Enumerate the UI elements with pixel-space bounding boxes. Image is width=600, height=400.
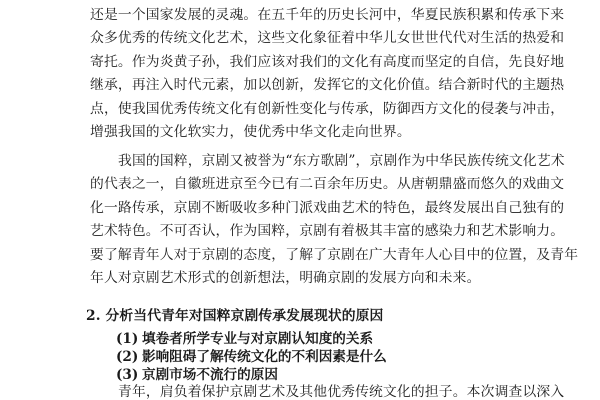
paragraph-line: 我国的国粹，京剧又被誉为“东方歌剧”，京剧作为中华民族传统文化艺术 bbox=[118, 153, 565, 169]
paragraph-peking-opera bbox=[90, 150, 579, 290]
paragraph-line: 继承，再注入时代元素，加以创新，发挥它的文化价值。结合新时代的主题热 bbox=[90, 77, 565, 94]
paragraph-line: 艺术特色。不可否认，作为国粹，京剧有着极其丰富的感染力和艺术影响力。 bbox=[90, 223, 565, 240]
list-item-number: (3) bbox=[116, 367, 139, 383]
paragraph-line: 增强我国的文化软实力，使优秀中华文化走向世界。 bbox=[90, 124, 411, 141]
list-item bbox=[116, 345, 387, 365]
paragraph-cultural-confidence bbox=[90, 4, 565, 144]
paragraph-line: 点，使我国优秀传统文化有创新性变化与传承，防御西方文化的侵袭与冲击， bbox=[90, 100, 565, 117]
paragraph-line: 还是一个国家发展的灵魂。在五千年的历史长河中，华夏民族积累和传承下来 bbox=[90, 7, 565, 23]
paragraph-line: 年人对京剧艺术形式的创新想法，明确京剧的发展方向和未来。 bbox=[90, 270, 481, 287]
paragraph-line: 青年，肩负着保护京剧艺术及其他优秀传统文化的担子。本次调查以深入 bbox=[118, 384, 565, 400]
section-heading: 2. 分析当代青年对国粹京剧传承发展现状的原因 bbox=[86, 308, 384, 324]
paragraph-line: 众多优秀的传统文化艺术，这些文化象征着中华儿女世世代代对生活的热爱和 bbox=[90, 30, 565, 47]
list-item bbox=[116, 327, 373, 347]
list-item-number: (2) bbox=[116, 349, 139, 365]
paragraph-line: 寄托。作为炎黄子孙，我们应该对我们的文化有高度而坚定的自信，先良好地 bbox=[90, 53, 565, 70]
list-item-number: (1) bbox=[116, 331, 139, 347]
paragraph-line: 要了解青年人对于京剧的态度，了解了京剧在广大青年人心目中的位置，及青年 bbox=[90, 246, 579, 263]
list-item-text: 京剧市场不流行的原因 bbox=[142, 367, 278, 383]
list-item-text: 影响阻碍了解传统文化的不利因素是什么 bbox=[142, 349, 387, 365]
paragraph-line: 化一路传承，京剧不断吸收多种门派戏曲艺术的特色，最终发展出自己独有的 bbox=[90, 199, 565, 216]
paragraph-line: 的代表之一，自徽班进京至今已有二百余年历史。从唐朝鼎盛而悠久的戏曲文 bbox=[90, 176, 565, 193]
list-item-text: 填卷者所学专业与对京剧认知度的关系 bbox=[142, 331, 374, 347]
